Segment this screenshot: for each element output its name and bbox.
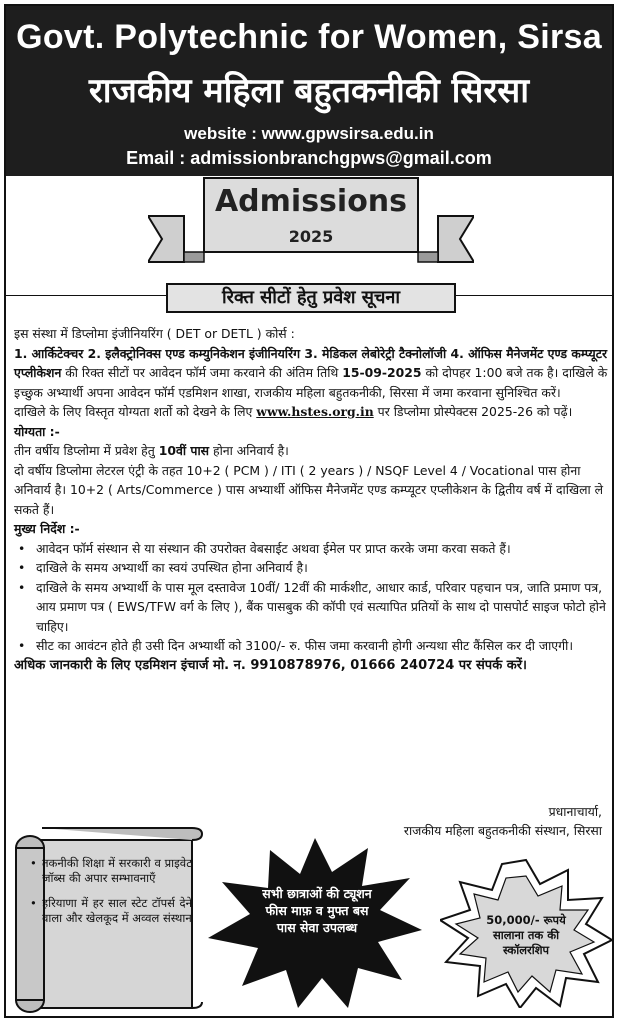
signature-institute: राजकीय महिला बहुतकनीकी संस्थान, सिरसा (403, 823, 602, 838)
website-line: website : www.gpwsirsa.edu.in (184, 124, 434, 143)
contact-line: अधिक जानकारी के लिए एडमिशन इंचार्ज मो. न. 9910878976, 01666 240724 पर संपर्क करें। (14, 657, 527, 673)
list-item: • तकनीकी शिक्षा में सरकारी व प्राइवेट जॉब्स की अपार सम्भावनाएँ (42, 856, 192, 886)
hstes-link[interactable]: www.hstes.org.in (256, 404, 374, 419)
fee-waiver-text: सभी छात्राओं की ट्यूशन फीस माफ़ व मुफ्त बस पास सेवा उपलब्ध (262, 886, 372, 935)
signature-title: प्रधानाचार्या, (548, 804, 602, 819)
list-item: • सीट का आवंटन होते ही उसी दिन अभ्यार्थी को 3100/- रु. फीस जमा करवानी होगी अन्यथा सीट कैंसिल कर दी जाएगी। (34, 636, 608, 656)
signature-block (404, 802, 602, 840)
intro-line: इस संस्था में डिप्लोमा इंजीनियरिंग ( DET or DETL ) कोर्स : (14, 326, 295, 341)
intro-paragraph (14, 344, 608, 403)
institute-title-hindi: राजकीय महिला बहुतकनीकी सिरसा (88, 71, 530, 111)
prospectus-text: दाखिले के लिए विस्तृत योग्यता शर्तो को देखने के लिए (14, 404, 257, 419)
admissions-year: 2025 (288, 227, 334, 246)
admissions-title: Admissions (214, 184, 408, 219)
eligibility-text: तीन वर्षीय डिप्लोमा में प्रवेश हेतु (14, 443, 159, 458)
institute-title-english: Govt. Polytechnic for Women, Sirsa (16, 18, 602, 56)
list-item: • आवेदन फॉर्म संस्थान से या संस्थान की उपरोक्त वेबसाईट अथवा ईमेल पर प्राप्त करके जमा करवा सकते हैं। (34, 539, 608, 559)
tenth-pass: 10वीं पास (158, 443, 210, 458)
deadline-text: की रिक्त सीटों पर आवेदन फॉर्म जमा करवाने की अंतिम तिथि (61, 365, 343, 380)
admissions-ribbon (148, 176, 474, 268)
deadline-date: 15-09-2025 (342, 365, 422, 380)
list-item: • दाखिले के समय अभ्यार्थी के पास मूल दस्तावेज 10वीं/ 12वीं की मार्कशीट, आधार कार्ड, परिवार पहचान पत्र, जाति प्रमाण पत्र, आय प्रमाण पत्र ( EWS/TFW वर्ग के लिए ), बैंक पासबुक की कॉपी एवं सत्यापित प्रतियों के साथ दो पासपोर्ट साइज फोटो होने चाहिए। (34, 578, 608, 637)
eligibility-heading: योग्यता :- (14, 423, 60, 439)
instructions-list (14, 539, 608, 656)
eligibility-line-1 (14, 441, 608, 461)
eligibility-line-2: दो वर्षीय डिप्लोमा लेटरल एंट्री के तहत 10+2 ( PCM ) / ITI ( 2 years ) / NSQF Level 4 / Vocational पास होना अनिवार्य है। 10+2 ( Arts/Commerce ) पास अभ्यार्थी ऑफिस मैनेजमेंट एण्ड कम्प्यूटर एप्लीकेशन के द्वितीय वर्ष में दाखिला ले सकते हैं। (14, 462, 604, 517)
notice-body (14, 324, 608, 675)
email-line: Email : admissionbranchgpws@gmail.com (126, 148, 492, 168)
course-list: 1. आर्किटेक्चर 2. इलैक्ट्रोनिक्स एण्ड कम्युनिकेशन इंजीनियरिंग 3. मेडिकल लेबोरेट्री टैक्नोलॉजी 4. ऑफिस मैनेजमेंट एण्ड कम्प्यूटर एप्लीकेशन (14, 345, 608, 380)
scroll-list (42, 856, 192, 936)
scroll-panel (8, 826, 204, 1016)
header-block (6, 6, 612, 176)
eligibility-text-end: होना अनिवार्य है। (209, 443, 289, 458)
instructions-heading: मुख्य निर्देश :- (14, 521, 80, 536)
deadline-time-text: को दोपहर 1:00 बजे तक है। दाखिले के इच्छुक अभ्यार्थी अपना आवेदन फॉर्म एडमिशन शाखा, राजकीय महिला बहुतकनीकी, सिरसा में जमा करवाना सुनिश्चित करें। (14, 365, 608, 400)
scholarship-text: 50,000/- रूपये सालाना तक की स्कॉलरशिप (486, 913, 566, 957)
prospectus-text-end: पर डिप्लोमा प्रोस्पेक्टस 2025-26 को पढ़ें। (373, 404, 573, 419)
notice-title: रिक्त सीटों हेतु प्रवेश सूचना (166, 283, 456, 313)
list-item: • दाखिले के समय अभ्यार्थी का स्वयं उपस्थित होना अनिवार्य है। (34, 558, 608, 578)
prospectus-paragraph (14, 402, 608, 422)
list-item: • हरियाणा में हर साल स्टेट टॉपर्स देने वाला और खेलकूद में अव्वल संस्थान (42, 896, 192, 926)
